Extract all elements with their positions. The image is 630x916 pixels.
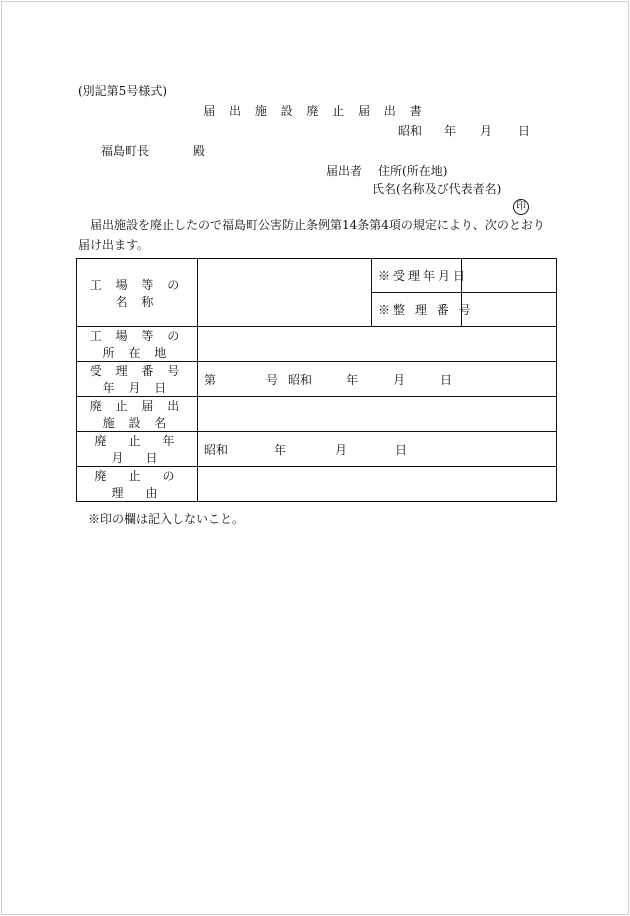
date-year: 年: [444, 124, 457, 138]
document-title: 届 出 施 設 廃 止 届 出 書: [203, 104, 427, 118]
applicant-name-label: 氏名(名称及び代表者名): [372, 182, 502, 196]
reference-number-label: ※整 理 番 号: [372, 293, 462, 327]
abolition-month: 月: [335, 442, 348, 457]
form-number-label: (別記第5号様式): [78, 84, 167, 98]
factory-location-label: 工 場 等 の 所 在 地: [77, 327, 198, 362]
reference-number-field[interactable]: [462, 293, 557, 327]
date-line: [398, 124, 530, 138]
date-era: 昭和: [398, 124, 423, 138]
footnote: ※印の欄は記入しないこと。: [88, 512, 245, 526]
abolition-date-field[interactable]: [198, 432, 557, 467]
receipt-number-date-field[interactable]: [198, 362, 557, 397]
facility-name-field[interactable]: [198, 397, 557, 432]
receipt-date-field[interactable]: [462, 259, 557, 293]
receipt-month: 月: [393, 372, 406, 387]
receipt-era: 昭和: [288, 372, 313, 387]
factory-name-label: 工 場 等 の 名 称: [77, 259, 198, 327]
date-day: 日: [518, 124, 531, 138]
factory-name-field[interactable]: [198, 259, 372, 327]
addressee: [101, 144, 205, 158]
factory-location-field[interactable]: [198, 327, 557, 362]
abolition-date-label: 廃 止 年 月 日: [77, 432, 198, 467]
receipt-number-date-label: 受 理 番 号 年 月 日: [77, 362, 198, 397]
receipt-go: 号: [266, 372, 279, 387]
abolition-era: 昭和: [204, 442, 229, 457]
abolition-day: 日: [395, 442, 408, 457]
facility-name-label: 廃 止 届 出 施 設 名: [77, 397, 198, 432]
receipt-day: 日: [440, 372, 453, 387]
applicant-line: [326, 164, 447, 178]
body-text: 届出施設を廃止したので福島町公害防止条例第14条第4項の規定により、次のとおり届け出ます。: [78, 218, 545, 252]
addressee-honorific: 殿: [193, 144, 206, 158]
abolition-year: 年: [274, 442, 287, 457]
reason-field[interactable]: [198, 467, 557, 502]
receipt-date-label: ※受理年月日: [372, 259, 462, 293]
seal-mark: 印: [513, 199, 529, 215]
receipt-year: 年: [346, 372, 359, 387]
date-month: 月: [480, 124, 493, 138]
addressee-name: 福島町長: [101, 144, 150, 158]
form-table: [76, 258, 557, 502]
reason-label: 廃 止 の 理 由: [77, 467, 198, 502]
applicant-address-label: 住所(所在地): [378, 164, 448, 178]
applicant-label: 届出者: [326, 164, 363, 178]
receipt-dai: 第: [204, 372, 217, 387]
